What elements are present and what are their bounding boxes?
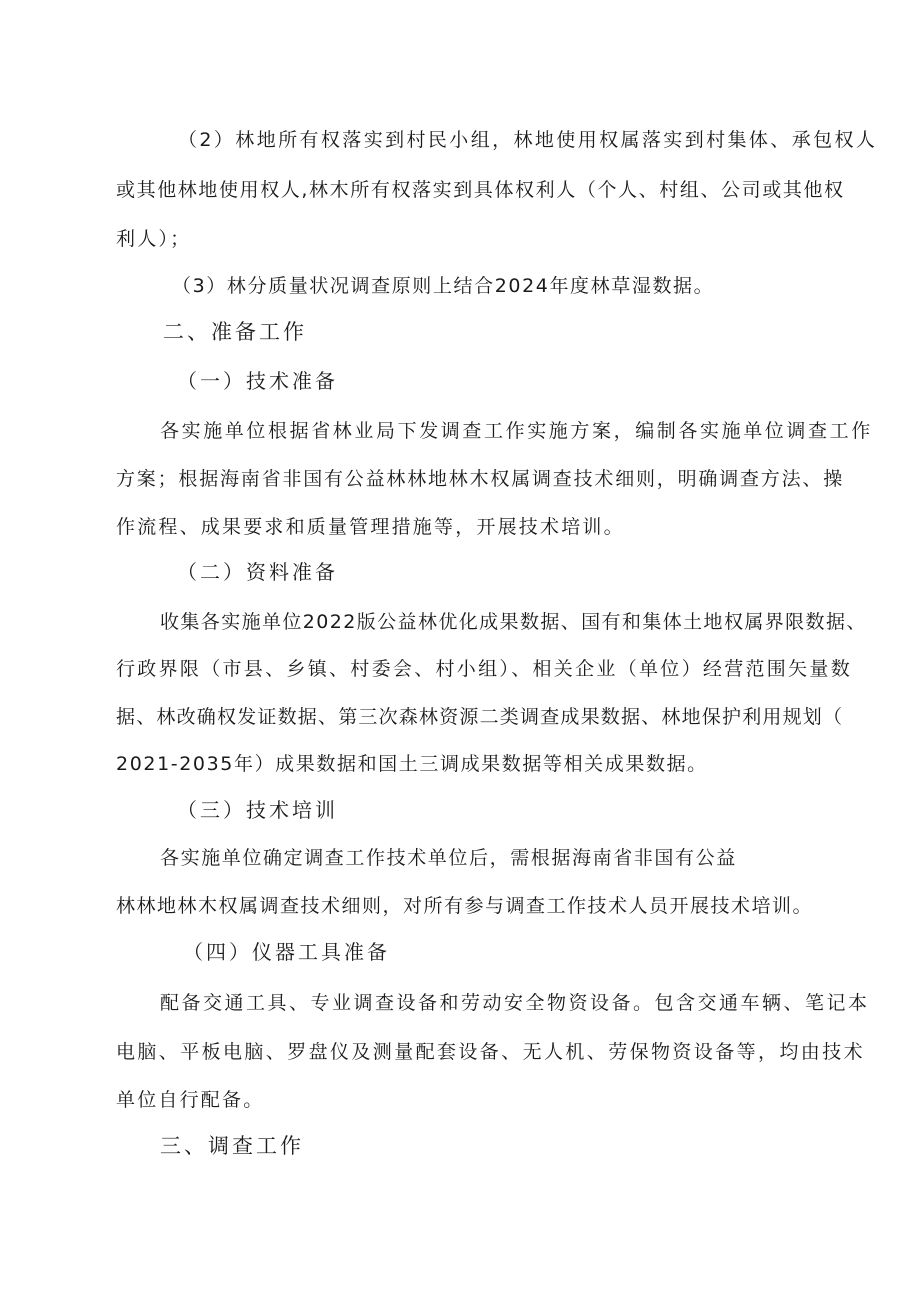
section-heading: 二、准备工作 [163,320,307,344]
paragraph-line: 行政界限（市县、乡镇、村委会、村小组）、相关企业（单位）经营范围矢量数 [116,658,853,680]
paragraph-line: 各实施单位确定调查工作技术单位后，需根据海南省非国有公益 [160,847,737,869]
subsection-heading: （二）资料准备 [177,560,338,584]
paragraph-line: 各实施单位根据省林业局下发调查工作实施方案，编制各实施单位调查工作 [160,420,873,442]
subsection-heading: （四）仪器工具准备 [183,940,390,964]
paragraph-line: 方案；根据海南省非国有公益林林地林木权属调查技术细则，明确调查方法、操 [116,468,845,490]
paragraph-line: （3）林分质量状况调查原则上结合2024年度林草湿数据。 [172,275,715,297]
subsection-heading: （一）技术准备 [177,369,338,393]
paragraph-line: 利人）； [116,228,192,250]
paragraph-line: 电脑、平板电脑、罗盘仪及测量配套设备、无人机、劳保物资设备等，均由技术 [116,1041,866,1063]
paragraph-line: （2）林地所有权落实到村民小组，林地使用权属落实到村集体、承包权人 [178,129,878,151]
paragraph-line: 作流程、成果要求和质量管理措施等，开展技术培训。 [116,516,625,538]
paragraph-line: 林林地林木权属调查技术细则，对所有参与调查工作技术人员开展技术培训。 [116,895,814,917]
paragraph-line: 据、林改确权发证数据、第三次森林资源二类调查成果数据、林地保护利用规划（ [116,706,844,728]
paragraph-line: 单位自行配备。 [116,1089,265,1111]
subsection-heading: （三）技术培训 [177,798,338,822]
paragraph-line: 2021-2035年）成果数据和国土三调成果数据等相关成果数据。 [116,753,708,775]
paragraph-line: 或其他林地使用权人,林木所有权落实到具体权利人（个人、村组、公司或其他权 [116,179,845,201]
paragraph-line: 配备交通工具、专业调查设备和劳动安全物资设备。包含交通车辆、笔记本 [160,992,870,1014]
section-heading: 三、调查工作 [160,1134,304,1158]
paragraph-line: 收集各实施单位2022版公益林优化成果数据、国有和集体土地权属界限数据、 [160,611,867,633]
